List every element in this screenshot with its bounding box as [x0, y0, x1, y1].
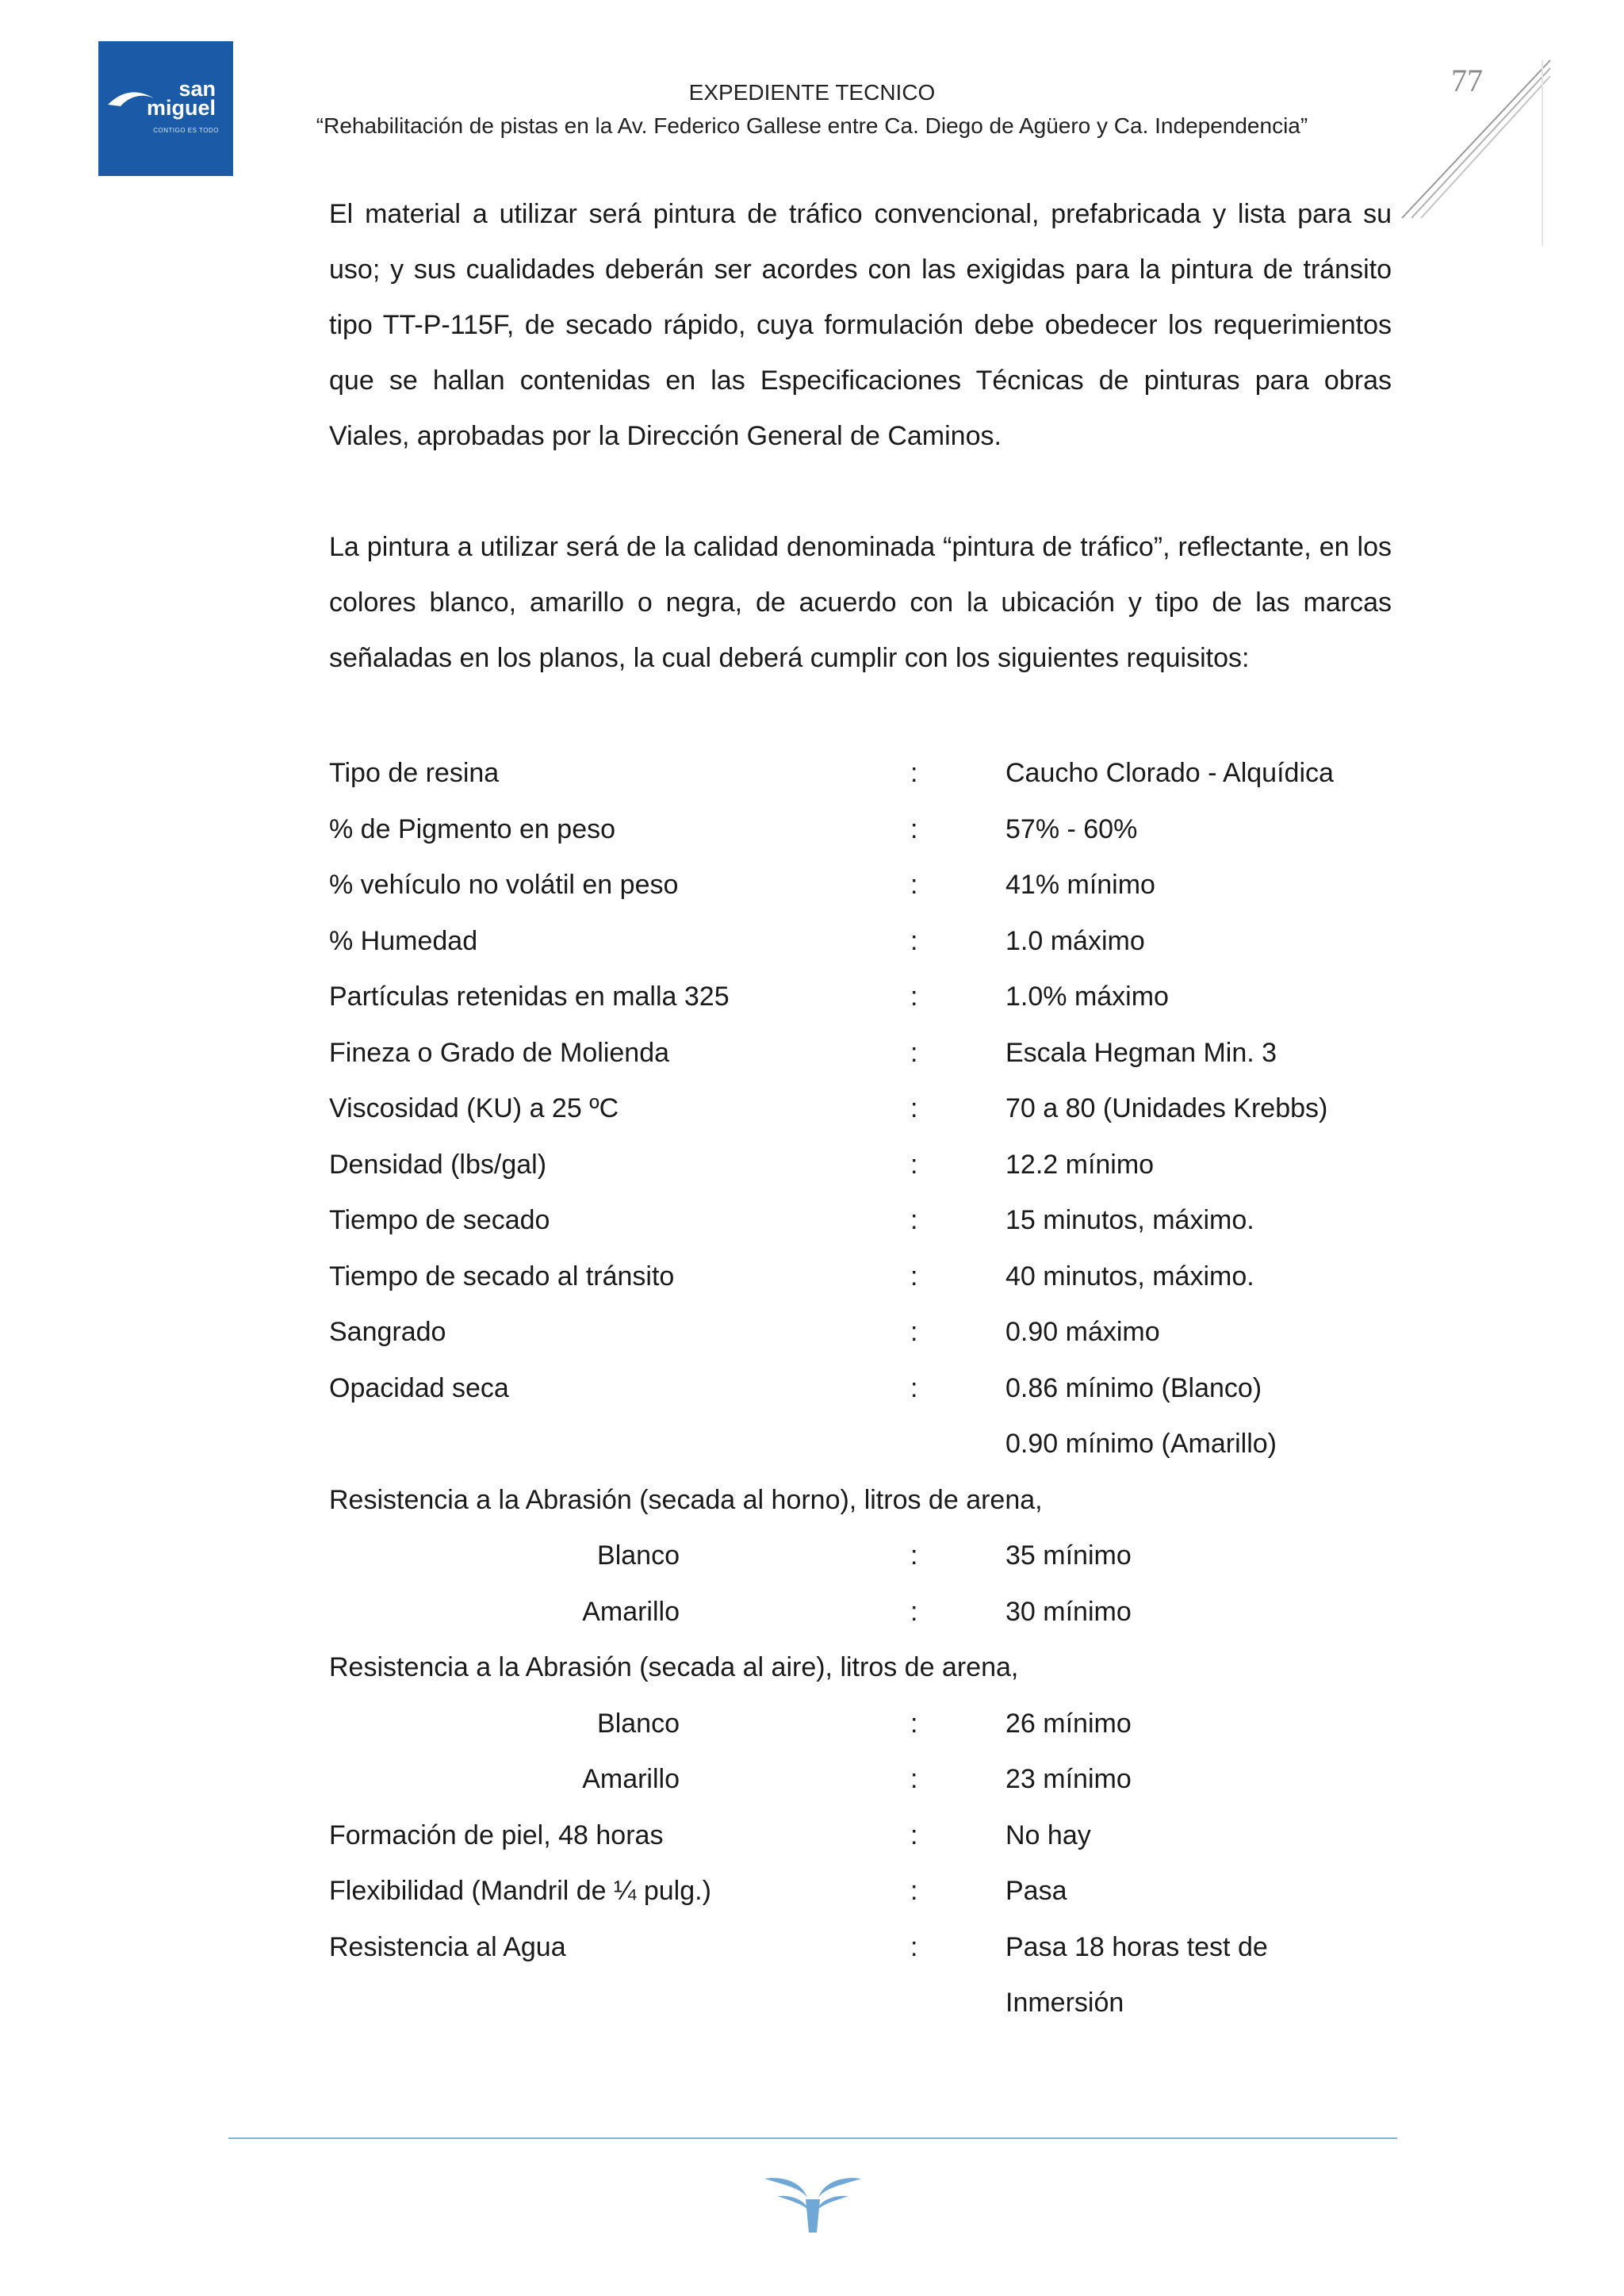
- header-subtitle: “Rehabilitación de pistas en la Av. Federico Gallese entre Ca. Diego de Agüero y Ca. Independencia”: [316, 113, 1308, 138]
- spec-value: Caucho Clorado - Alquídica: [1005, 758, 1334, 788]
- spec-row: [329, 1863, 1439, 1919]
- spec-colon: :: [910, 870, 918, 900]
- spec-label: % Humedad: [329, 926, 478, 956]
- spec-row: [329, 1696, 1439, 1751]
- spec-row: [329, 1751, 1439, 1807]
- spec-row: [329, 969, 1439, 1024]
- spec-colon: :: [910, 1261, 918, 1292]
- spec-row: [329, 913, 1439, 969]
- corner-decoration: [1396, 55, 1554, 246]
- spec-value: 40 minutos, máximo.: [1005, 1261, 1254, 1292]
- spec-label: % vehículo no volátil en peso: [329, 870, 679, 900]
- spec-value: 1.0 máximo: [1005, 926, 1145, 956]
- spec-value: 70 a 80 (Unidades Krebbs): [1005, 1093, 1328, 1123]
- spec-colon: :: [910, 926, 918, 956]
- spec-value: 0.90 mínimo (Amarillo): [1005, 1429, 1277, 1459]
- spec-label: Amarillo: [582, 1764, 680, 1794]
- spec-colon: :: [910, 1876, 918, 1906]
- spec-row: [329, 1640, 1439, 1695]
- logo-tagline: CONTIGO ES TODO: [153, 127, 219, 134]
- spec-label: Resistencia a la Abrasión (secada al horno), litros de arena,: [329, 1485, 1043, 1515]
- spec-label: Resistencia al Agua: [329, 1932, 566, 1962]
- spec-colon: :: [910, 1540, 918, 1571]
- spec-colon: :: [910, 1597, 918, 1627]
- spec-label: Blanco: [597, 1709, 680, 1739]
- spec-row: [329, 802, 1439, 857]
- spec-value: No hay: [1005, 1820, 1091, 1850]
- paragraph-requirements: La pintura a utilizar será de la calidad denominada “pintura de tráfico”, reflectante, en los colores blanco, amarillo o negra, de acuerdo con la ubicación y tipo de las marcas señaladas en los planos, la cual deberá cumplir con los siguientes requisitos:: [329, 532, 1392, 673]
- spec-label: Tipo de resina: [329, 758, 500, 788]
- spec-value: 12.2 mínimo: [1005, 1150, 1155, 1180]
- page-number: 77: [1451, 63, 1483, 98]
- spec-colon: :: [910, 814, 918, 844]
- spec-value: 1.0% máximo: [1005, 982, 1169, 1012]
- spec-label: Fineza o Grado de Molienda: [329, 1038, 670, 1068]
- spec-colon: :: [910, 1764, 918, 1794]
- spec-colon: :: [910, 1205, 918, 1235]
- spec-row: [329, 1081, 1439, 1136]
- spec-row: [329, 1528, 1439, 1583]
- spec-colon: :: [910, 1709, 918, 1739]
- spec-colon: :: [910, 1093, 918, 1123]
- spec-row: [329, 1919, 1439, 1975]
- spec-value: 0.86 mínimo (Blanco): [1005, 1373, 1262, 1403]
- spec-label: Sangrado: [329, 1317, 446, 1347]
- spec-row: [329, 1137, 1439, 1192]
- spec-colon: :: [910, 1150, 918, 1180]
- spec-row: [329, 1584, 1439, 1640]
- paragraph-material: El material a utilizar será pintura de tráfico convencional, prefabricada y lista para su uso; y sus cualidades deberán ser acordes con las exigidas para la pintura de tránsito tipo TT-P-115F, de secado rápido, cuya formulación debe obedecer los requerimientos que se hallan contenidas en las Especificaciones Técnicas de pinturas para obras Viales, aprobadas por la Dirección General de Caminos.: [329, 199, 1392, 451]
- logo-text-line1: san: [178, 77, 216, 101]
- spec-row: [329, 1304, 1439, 1360]
- spec-value: 15 minutos, máximo.: [1005, 1205, 1254, 1235]
- spec-colon: :: [910, 1317, 918, 1347]
- spec-colon: :: [910, 1373, 918, 1403]
- san-miguel-logo: [98, 41, 233, 176]
- spec-label: Blanco: [597, 1540, 680, 1571]
- spec-label: Viscosidad (KU) a 25 ºC: [329, 1093, 619, 1123]
- spec-value: 35 mínimo: [1005, 1540, 1132, 1571]
- spec-row: [329, 1249, 1439, 1304]
- spec-value: 30 mínimo: [1005, 1597, 1132, 1627]
- spec-row: [329, 1025, 1439, 1081]
- spec-value: 0.90 máximo: [1005, 1317, 1160, 1347]
- spec-label: Formación de piel, 48 horas: [329, 1820, 664, 1850]
- spec-row: [329, 1472, 1439, 1528]
- spec-label: % de Pigmento en peso: [329, 814, 616, 844]
- spec-colon: :: [910, 1820, 918, 1850]
- spec-value: 26 mínimo: [1005, 1709, 1132, 1739]
- spec-label: Resistencia a la Abrasión (secada al aire), litros de arena,: [329, 1652, 1019, 1682]
- spec-colon: :: [910, 1038, 918, 1068]
- spec-row: [329, 745, 1439, 801]
- spec-row: [329, 1975, 1439, 2030]
- spec-value: Pasa 18 horas test de: [1005, 1932, 1268, 1962]
- spec-label: Tiempo de secado: [329, 1205, 550, 1235]
- spec-label: Densidad (lbs/gal): [329, 1150, 547, 1180]
- spec-label: Partículas retenidas en malla 325: [329, 982, 730, 1012]
- spec-value: Pasa: [1005, 1876, 1067, 1906]
- spec-value: Inmersión: [1005, 1988, 1124, 2018]
- spec-row: [329, 1192, 1439, 1248]
- footer-emblem-icon: [761, 2164, 864, 2236]
- spec-label: Amarillo: [582, 1597, 680, 1627]
- spec-label: Flexibilidad (Mandril de ¼ pulg.): [329, 1876, 711, 1906]
- spec-row: [329, 1808, 1439, 1863]
- header-title: EXPEDIENTE TECNICO: [688, 80, 936, 105]
- spec-row: [329, 1416, 1439, 1471]
- footer-divider: [228, 2137, 1397, 2139]
- spec-colon: :: [910, 758, 918, 788]
- spec-colon: :: [910, 982, 918, 1012]
- spec-value: Escala Hegman Min. 3: [1005, 1038, 1277, 1068]
- spec-label: Tiempo de secado al tránsito: [329, 1261, 675, 1292]
- spec-row: [329, 1360, 1439, 1416]
- spec-colon: :: [910, 1932, 918, 1962]
- spec-label: Opacidad seca: [329, 1373, 509, 1403]
- spec-value: 41% mínimo: [1005, 870, 1155, 900]
- spec-value: 23 mínimo: [1005, 1764, 1132, 1794]
- spec-row: [329, 857, 1439, 913]
- spec-value: 57% - 60%: [1005, 814, 1138, 844]
- logo-text-line2: miguel: [146, 96, 216, 120]
